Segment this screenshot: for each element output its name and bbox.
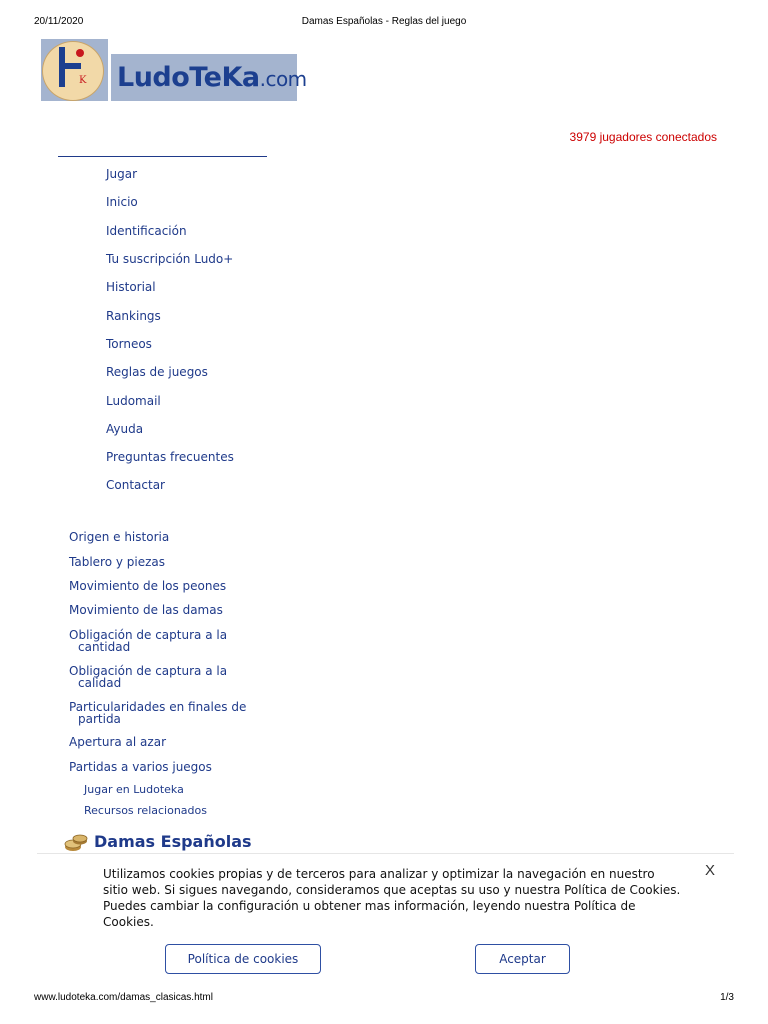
link-recursos-relacionados[interactable]: Recursos relacionados — [84, 804, 207, 817]
logo-icon[interactable] — [41, 39, 108, 101]
menu-item-reglas[interactable]: Reglas de juegos — [106, 365, 208, 379]
cookie-message: Utilizamos cookies propias y de terceros para analizar y optimizar la navegación en nuestro sitio web. Si sigues navegando, consideramos que aceptas su uso y nuestra Política de Cookies. Puedes cambiar la configuración u obtener mas información, leyendo nuestra Política de Cookies. — [103, 867, 681, 929]
logo-wordmark[interactable] — [111, 54, 307, 101]
rules-link-apertura[interactable]: Apertura al azar — [69, 735, 166, 749]
print-header — [34, 16, 734, 30]
rules-link-captura-cantidad[interactable]: Obligación de captura a la cantidad — [69, 628, 228, 654]
print-page-number: 1/3 — [720, 992, 734, 1003]
close-icon[interactable]: X — [705, 862, 716, 879]
cookie-banner — [37, 853, 734, 984]
section-title: Damas Españolas — [94, 832, 252, 851]
logo-brand: LudoTeKa — [117, 62, 260, 93]
menu-item-ayuda[interactable]: Ayuda — [106, 422, 144, 436]
checkers-pieces-icon — [64, 832, 88, 852]
print-date: 20/11/2020 — [34, 16, 84, 27]
menu-item-jugar[interactable]: Jugar — [106, 167, 138, 181]
rules-link-origen[interactable]: Origen e historia — [69, 530, 170, 544]
menu-item-historial[interactable]: Historial — [106, 280, 156, 294]
logo-suffix: .com — [259, 67, 307, 91]
menu-divider — [58, 156, 267, 157]
print-title: Damas Españolas - Reglas del juego — [301, 16, 467, 27]
accept-button[interactable]: Aceptar — [475, 944, 570, 974]
menu-item-preguntas[interactable]: Preguntas frecuentes — [106, 450, 234, 464]
menu-item-rankings[interactable]: Rankings — [106, 309, 161, 323]
rules-link-damas[interactable]: Movimiento de las damas — [69, 603, 223, 617]
rules-link-tablero[interactable]: Tablero y piezas — [69, 555, 166, 569]
menu-item-inicio[interactable]: Inicio — [106, 195, 138, 209]
print-url: www.ludoteka.com/damas_clasicas.html — [34, 992, 213, 1003]
menu-item-suscripcion[interactable]: Tu suscripción Ludo+ — [106, 252, 234, 266]
menu-item-contactar[interactable]: Contactar — [106, 478, 165, 492]
rules-link-captura-calidad[interactable]: Obligación de captura a la calidad — [69, 664, 228, 690]
connected-players-status: 3979 jugadores conectados — [569, 130, 717, 144]
rules-link-finales[interactable]: Particularidades en finales de partida — [69, 700, 247, 726]
rules-link-varios-juegos[interactable]: Partidas a varios juegos — [69, 760, 212, 774]
cookie-policy-button[interactable]: Política de cookies — [165, 944, 321, 974]
link-jugar-en-ludoteka[interactable]: Jugar en Ludoteka — [84, 783, 184, 796]
menu-item-identificacion[interactable]: Identificación — [106, 224, 187, 238]
menu-item-ludomail[interactable]: Ludomail — [106, 394, 161, 408]
rules-link-peones[interactable]: Movimiento de los peones — [69, 579, 227, 593]
logo-icon-letter: K — [79, 75, 87, 86]
menu-item-torneos[interactable]: Torneos — [106, 337, 152, 351]
print-footer — [34, 992, 734, 1006]
